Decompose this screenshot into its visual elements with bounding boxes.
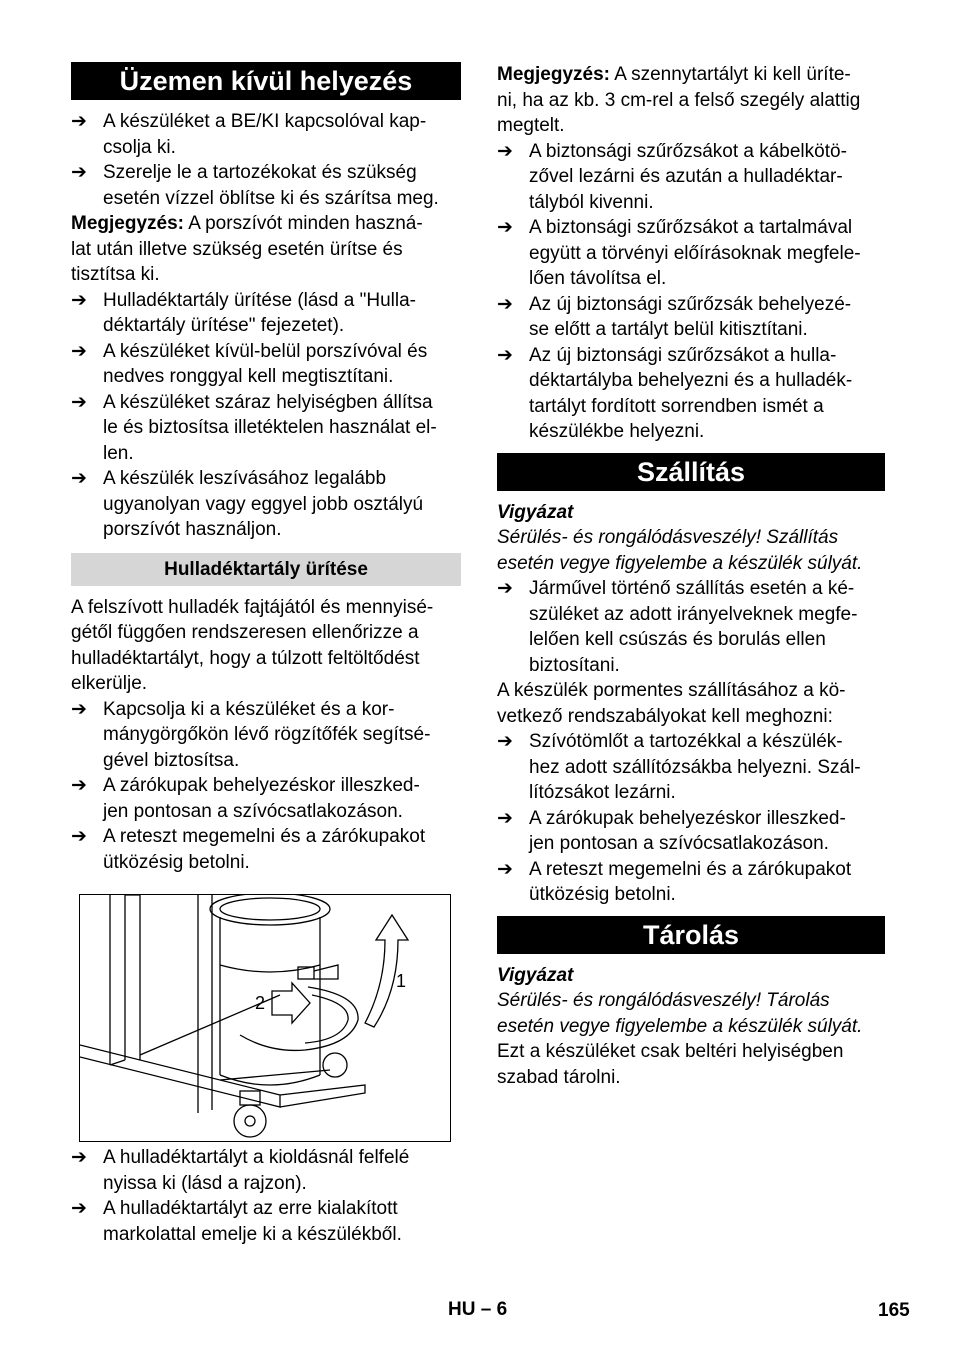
note-paragraph: Megjegyzés: A szennytartályt ki kell üríte- ni, ha az kb. 3 cm-rel a felső szegély alattig megtelt.: [497, 64, 861, 136]
page-number: 165: [878, 1300, 910, 1321]
illustration-container-release: [79, 894, 451, 1142]
arrow-icon: ➔: [497, 731, 513, 752]
list-item: ➔ A biztonsági szűrőzsákot a kábelkötö- zővel lezárni és azután a hulladéktar- tályból kivenni.: [497, 140, 847, 213]
body-paragraph: A készülék pormentes szállításához a kö- vetkező rendszabályokat kell meghozni:: [497, 680, 846, 727]
arrow-icon: ➔: [71, 111, 87, 132]
list-item: ➔ A készüléket kívül-belül porszívóval és nedves ronggyal kell megtisztítani.: [71, 340, 428, 387]
section-heading-storage: Tárolás: [497, 916, 885, 954]
list-filter-bag-steps: [497, 139, 885, 445]
section-heading-decommissioning: Üzemen kívül helyezés: [71, 62, 461, 100]
arrow-icon: ➔: [71, 391, 87, 413]
section-heading-transport: Szállítás: [497, 453, 885, 491]
vacuum-illustration: [80, 895, 450, 1141]
arrow-icon: ➔: [71, 826, 87, 847]
figure-label-2: 2: [255, 993, 266, 1013]
list-item: ➔ A reteszt megemelni és a zárókupakot ütközésig betolni.: [71, 826, 426, 873]
left-column: [71, 62, 461, 1247]
arrow-icon: ➔: [497, 293, 513, 315]
list-transport-steps: [497, 576, 885, 678]
arrow-icon: ➔: [71, 1147, 87, 1168]
list-item: ➔ A készüléket száraz helyiségben állítsa le és biztosítsa illetéktelen használat el- len.: [71, 391, 437, 464]
list-item: ➔ Járművel történő szállítás esetén a ké- szüléket az adott irányelveknek megfe- lelően kell csúszás és borulás ellen biztosítani.: [497, 578, 858, 676]
list-item: ➔ Szívótömlőt a tartozékkal a készülék- hez adott szállítózsákba helyezni. Szál- lítózsákot lezárni.: [497, 731, 861, 803]
figure-label-1: 1: [396, 971, 407, 991]
arrow-icon: ➔: [497, 217, 513, 238]
arrow-icon: ➔: [71, 698, 87, 720]
arrow-icon: ➔: [71, 289, 87, 311]
list-item: ➔ A zárókupak behelyezéskor illeszked- jen pontosan a szívócsatlakozáson.: [71, 775, 420, 822]
arrow-icon: ➔: [497, 807, 513, 829]
arrow-icon: ➔: [497, 578, 513, 599]
list-item: ➔ Szerelje le a tartozékokat és szükség esetén vízzel öblítse ki és szárítsa meg.: [71, 162, 439, 209]
arrow-icon: ➔: [497, 140, 513, 162]
list-item: ➔ A reteszt megemelni és a zárókupakot ütközésig betolni.: [497, 858, 852, 905]
list-item: ➔ A biztonsági szűrőzsákot a tartalmával együtt a törvényi előírásoknak megfele- lően távolítsa el.: [497, 217, 861, 289]
list-item: ➔ Az új biztonsági szűrőzsákot a hulla- déktartályba behelyezni és a hulladék- tartályt fordított sorrendben ismét a készülékbe helyezni.: [497, 344, 853, 442]
list-emptying-steps: [71, 697, 461, 876]
subsection-heading-emptying: Hulladéktartály ürítése: [71, 553, 461, 586]
list-tank-removal-steps: [71, 1145, 461, 1247]
list-item: ➔ Kapcsolja ki a készüléket és a kor- mánygörgőkön lévő rögzítőfék segítsé- gével biztosítsa.: [71, 698, 431, 771]
body-paragraph: A felszívott hulladék fajtájától és mennyisé- gétől függően rendszeresen ellenőrizze a hulladéktartályt, hogy a túlzott feltöltődést elkerülje.: [71, 596, 434, 694]
list-item: ➔ A készüléket a BE/KI kapcsolóval kap- csolja ki.: [71, 111, 427, 158]
body-paragraph: Ezt a készüléket csak beltéri helyiségben szabad tárolni.: [497, 1041, 844, 1088]
warning-text: Sérülés- és rongálódásveszély! Szállítás esetén vegye figyelembe a készülék súlyát.: [497, 527, 863, 574]
warning-title: Vigyázat: [497, 964, 574, 986]
list-item: ➔ A készülék leszívásához legalább ugyanolyan vagy eggyel jobb osztályú porszívót használjon.: [71, 468, 424, 540]
list-decommission-steps: [71, 109, 461, 211]
arrow-icon: ➔: [497, 858, 513, 880]
arrow-icon: ➔: [71, 468, 87, 489]
arrow-icon: ➔: [71, 775, 87, 796]
list-item: ➔ Az új biztonsági szűrőzsák behelyezé- se előtt a tartályt belül kitisztítani.: [497, 293, 852, 340]
list-item: ➔ A hulladéktartályt a kioldásnál felfelé nyissa ki (lásd a rajzon).: [71, 1147, 410, 1194]
list-item: ➔ A hulladéktartályt az erre kialakított markolattal emelje ki a készülékből.: [71, 1198, 402, 1245]
right-column: [497, 62, 885, 1090]
arrow-icon: ➔: [71, 162, 87, 183]
warning-text: Sérülés- és rongálódásveszély! Tárolás esetén vegye figyelembe a készülék súlyát.: [497, 990, 863, 1037]
arrow-icon: ➔: [71, 340, 87, 362]
list-item: ➔ A zárókupak behelyezéskor illeszked- jen pontosan a szívócsatlakozáson.: [497, 807, 846, 854]
note-paragraph: Megjegyzés: A porszívót minden haszná- lat után illetve szükség esetén ürítse és tisztítsa ki.: [71, 213, 423, 285]
list-item: ➔ Hulladéktartály ürítése (lásd a "Hulla- déktartály ürítése" fejezetet).: [71, 289, 416, 336]
list-cleaning-steps: [71, 288, 461, 543]
footer-section-label: HU – 6: [448, 1299, 508, 1320]
arrow-icon: ➔: [71, 1198, 87, 1219]
list-dustfree-transport-steps: [497, 729, 885, 908]
arrow-icon: ➔: [497, 344, 513, 366]
warning-title: Vigyázat: [497, 501, 574, 523]
